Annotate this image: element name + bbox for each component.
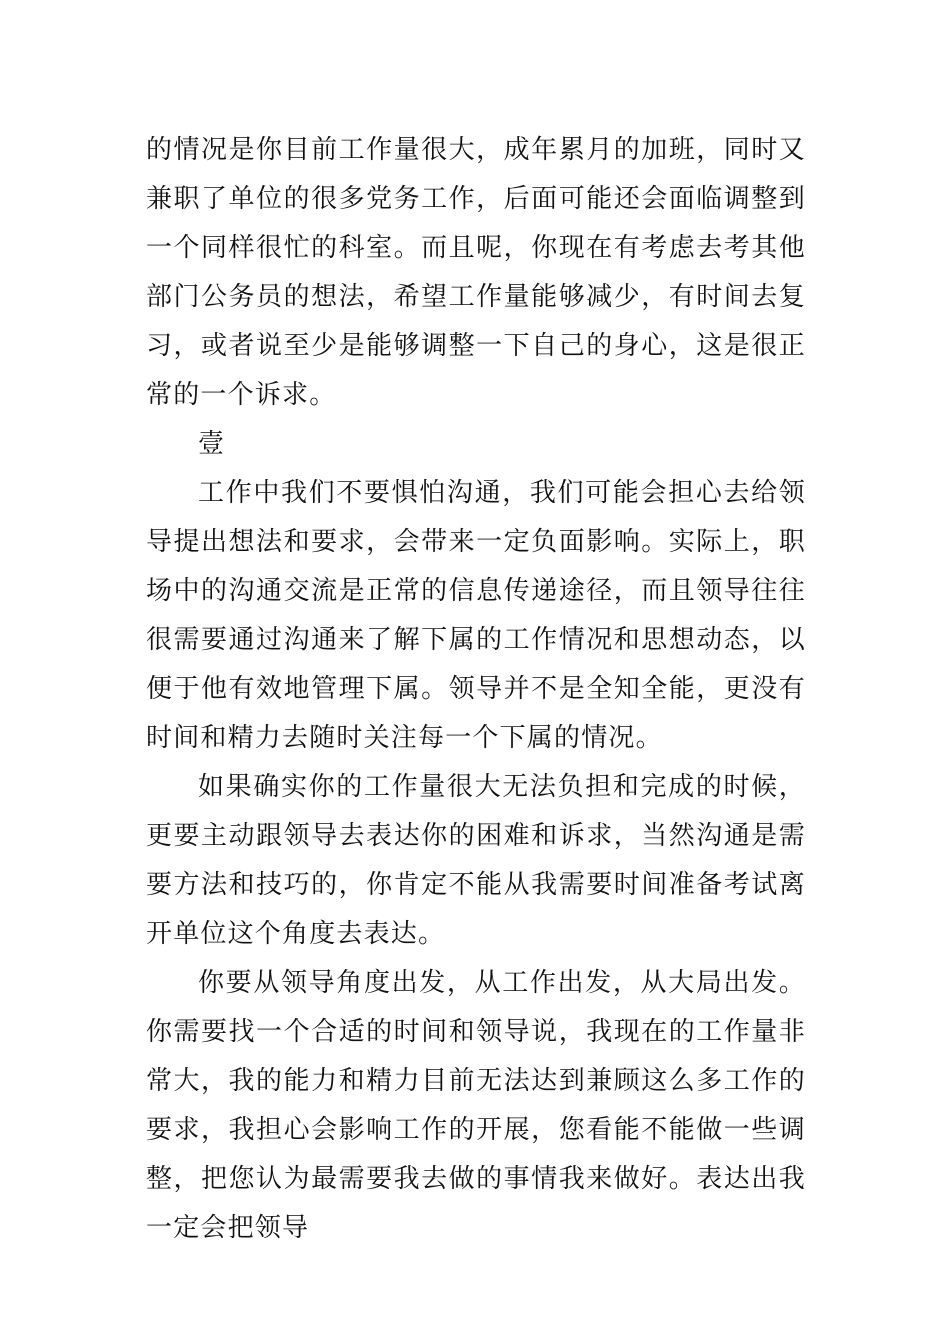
section-heading: 壹 [198,429,226,459]
document-page [146,126,806,1253]
paragraph-continued: 的情况是你目前工作量很大，成年累月的加班，同时又兼职了单位的很多党务工作，后面可能还会面临调整到一个同样很忙的科室。而且呢，你现在有考虑去考其他部门公务员的想法，希望工作量能够减少，有时间去复习，或者说至少是能够调整一下自己的身心，这是很正常的一个诉求。 [146,135,806,410]
paragraph-workload: 如果确实你的工作量很大无法负担和完成的时候，更要主动跟领导去表达你的困难和诉求，当然沟通是需要方法和技巧的，你肯定不能从我需要时间准备考试离开单位这个角度去表达。 [146,772,806,949]
paragraph-communication: 工作中我们不要惧怕沟通，我们可能会担心去给领导提出想法和要求，会带来一定负面影响。实际上，职场中的沟通交流是正常的信息传递途径，而且领导往往很需要通过沟通来了解下属的工作情况和思想动态，以便于他有效地管理下属。领导并不是全知全能，更没有时间和精力去随时关注每一个下属的情况。 [146,478,806,753]
paragraph-approach: 你要从领导角度出发，从工作出发，从大局出发。你需要找一个合适的时间和领导说，我现在的工作量非常大，我的能力和精力目前无法达到兼顾这么多工作的要求，我担心会影响工作的开展，您看能不能做一些调整，把您认为最需要我去做的事情我来做好。表达出我一定会把领导 [146,968,806,1243]
